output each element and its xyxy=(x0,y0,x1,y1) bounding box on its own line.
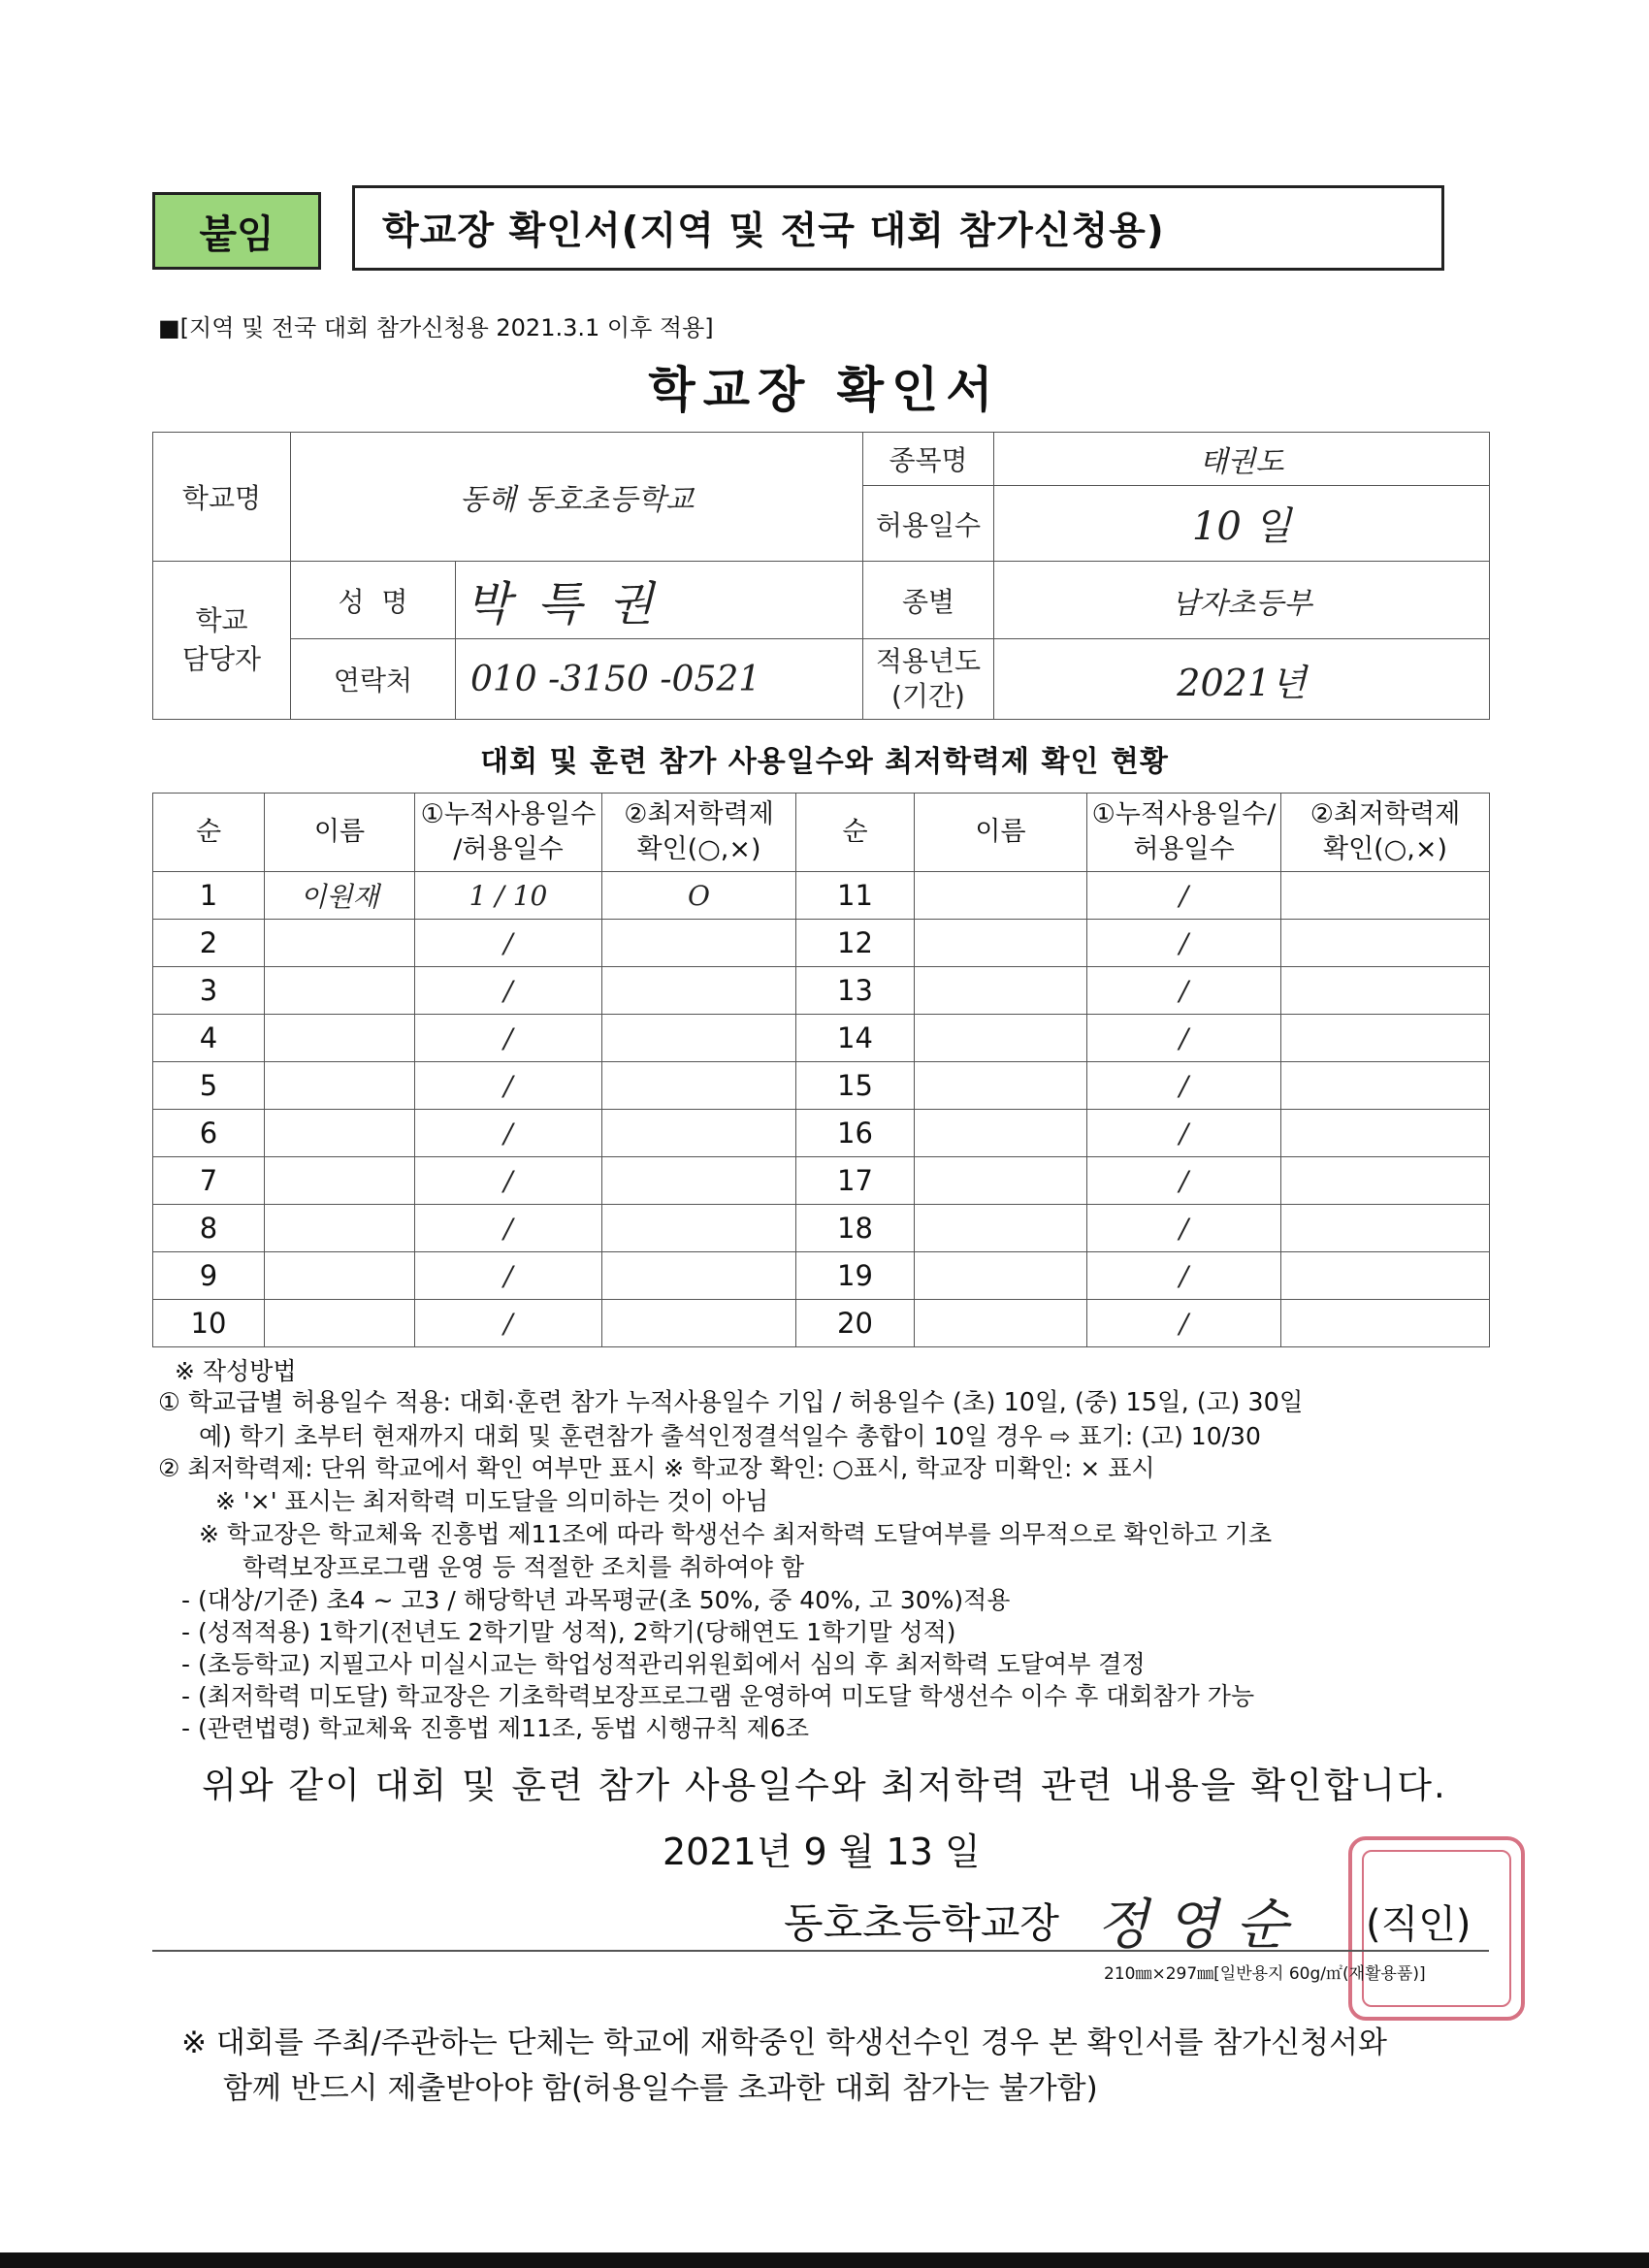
table-row xyxy=(153,1062,1490,1110)
athlete-name xyxy=(265,1205,415,1252)
method-line: 학력보장프로그램 운영 등 적절한 조치를 취하여야 함 xyxy=(242,1553,804,1581)
row-number: 14 xyxy=(796,1015,915,1062)
row-number: 8 xyxy=(153,1205,265,1252)
table-row xyxy=(153,1300,1490,1347)
row-number: 4 xyxy=(153,1015,265,1062)
used-allowed-days: / xyxy=(1087,1252,1281,1300)
table-row xyxy=(153,1252,1490,1300)
min-academic-check xyxy=(1281,1110,1490,1157)
school-name-label: 학교명 xyxy=(153,433,291,562)
used-allowed-days: / xyxy=(1087,1205,1281,1252)
athlete-name xyxy=(915,872,1087,920)
table-row xyxy=(153,1157,1490,1205)
col-header-no: 순 xyxy=(153,794,265,872)
athlete-name xyxy=(265,1252,415,1300)
sport-label: 종목명 xyxy=(863,433,994,486)
used-allowed-days: / xyxy=(1087,967,1281,1015)
athlete-name xyxy=(265,1062,415,1110)
table-row xyxy=(153,1110,1490,1157)
method-line: - (최저학력 미도달) 학교장은 기초학력보장프로그램 운영하여 미도달 학생선수 이수 후 대회참가 가능 xyxy=(181,1682,1255,1710)
min-academic-check xyxy=(602,1300,796,1347)
col-header-days: ①누적사용일수 /허용일수 xyxy=(415,794,602,872)
row-number: 16 xyxy=(796,1110,915,1157)
row-number: 11 xyxy=(796,872,915,920)
year-label: 적용년도 (기간) xyxy=(863,639,994,720)
name-label: 성 명 xyxy=(291,562,456,639)
athlete-name xyxy=(915,1110,1087,1157)
athlete-name xyxy=(915,1300,1087,1347)
used-allowed-days: / xyxy=(1087,920,1281,967)
athlete-name xyxy=(265,1157,415,1205)
row-number: 1 xyxy=(153,872,265,920)
method-title: ※ 작성방법 xyxy=(175,1357,297,1385)
sport-value: 태권도 xyxy=(994,433,1490,486)
row-number: 2 xyxy=(153,920,265,967)
min-academic-check xyxy=(602,1110,796,1157)
confirmation-statement: 위와 같이 대회 및 훈련 참가 사용일수와 최저학력 관련 내용을 확인합니다. xyxy=(202,1765,1447,1806)
used-allowed-days: / xyxy=(1087,1157,1281,1205)
min-academic-check xyxy=(602,1205,796,1252)
used-allowed-days: / xyxy=(415,1062,602,1110)
scan-edge xyxy=(0,2252,1649,2268)
used-allowed-days: / xyxy=(415,920,602,967)
min-academic-check xyxy=(1281,967,1490,1015)
used-allowed-days: / xyxy=(415,1157,602,1205)
athlete-name xyxy=(265,1110,415,1157)
row-number: 3 xyxy=(153,967,265,1015)
row-number: 5 xyxy=(153,1062,265,1110)
col-header-name: 이름 xyxy=(915,794,1087,872)
used-allowed-days: / xyxy=(415,967,602,1015)
used-allowed-days: / xyxy=(415,1015,602,1062)
min-academic-check xyxy=(1281,1300,1490,1347)
principal-title: 동호초등학교장 xyxy=(784,1899,1060,1947)
used-allowed-days: / xyxy=(415,1252,602,1300)
contact-person-label: 학교 담당자 xyxy=(153,562,291,720)
document-title: 학교장 확인서(지역 및 전국 대회 참가신청용) xyxy=(352,185,1444,271)
min-academic-check xyxy=(1281,1015,1490,1062)
used-allowed-days: / xyxy=(1087,1300,1281,1347)
row-number: 15 xyxy=(796,1062,915,1110)
school-info-table xyxy=(152,432,1490,720)
athlete-name xyxy=(265,920,415,967)
used-allowed-days: / xyxy=(1087,1062,1281,1110)
table-row xyxy=(153,1015,1490,1062)
athlete-name xyxy=(915,1205,1087,1252)
paper-spec: 210㎜×297㎜[일반용지 60g/㎡(재활용품)] xyxy=(1104,1964,1426,1984)
row-number: 13 xyxy=(796,967,915,1015)
phone-label: 연락처 xyxy=(291,639,456,720)
method-line: - (성적적용) 1학기(전년도 2학기말 성적), 2학기(당해연도 1학기말 성적) xyxy=(181,1618,956,1646)
row-number: 9 xyxy=(153,1252,265,1300)
row-number: 19 xyxy=(796,1252,915,1300)
min-academic-check xyxy=(1281,872,1490,920)
method-line: - (관련법령) 학교체육 진흥법 제11조, 동법 시행규칙 제6조 xyxy=(181,1714,809,1742)
allowed-days-label: 허용일수 xyxy=(863,486,994,562)
athlete-name xyxy=(265,1015,415,1062)
divider xyxy=(152,1950,1489,1952)
used-allowed-days: / xyxy=(415,1205,602,1252)
athlete-name xyxy=(915,1157,1087,1205)
min-academic-check: O xyxy=(602,872,796,920)
method-line: 예) 학기 초부터 현재까지 대회 및 훈련참가 출석인정결석일수 총합이 10일 경우 ⇨ 표기: (고) 10/30 xyxy=(199,1422,1261,1450)
row-number: 20 xyxy=(796,1300,915,1347)
signature-date: 2021년 9 월 13 일 xyxy=(663,1831,981,1873)
athlete-name xyxy=(915,1062,1087,1110)
seal-label: (직인) xyxy=(1366,1902,1471,1947)
category-label: 종별 xyxy=(863,562,994,639)
table-row xyxy=(153,920,1490,967)
attachment-badge: 붙임 xyxy=(152,192,321,270)
used-allowed-days: 1 / 10 xyxy=(415,872,602,920)
min-academic-check xyxy=(602,920,796,967)
athlete-name: 이원재 xyxy=(265,872,415,920)
row-number: 12 xyxy=(796,920,915,967)
school-name-value: 동해 동호초등학교 xyxy=(291,433,863,562)
min-academic-check xyxy=(1281,1252,1490,1300)
row-number: 6 xyxy=(153,1110,265,1157)
col-header-days: ①누적사용일수/ 허용일수 xyxy=(1087,794,1281,872)
allowed-days-value: 10 일 xyxy=(994,486,1490,562)
athlete-name xyxy=(915,967,1087,1015)
category-value: 남자초등부 xyxy=(994,562,1490,639)
phone-value: 010 -3150 -0521 xyxy=(456,639,863,720)
col-header-name: 이름 xyxy=(265,794,415,872)
method-line xyxy=(158,1388,1304,1418)
year-value: 2021년 xyxy=(994,639,1490,720)
method-line: ② 최저학력제: 단위 학교에서 확인 여부만 표시 ※ 학교장 확인: ○표시, 학교장 미확인: × 표시 xyxy=(158,1454,1155,1482)
applicability-notice: ■[지역 및 전국 대회 참가신청용 2021.3.1 이후 적용] xyxy=(158,314,714,341)
used-allowed-days: / xyxy=(1087,1015,1281,1062)
row-number: 18 xyxy=(796,1205,915,1252)
col-header-check: ②최저학력제 확인(○,×) xyxy=(1281,794,1490,872)
name-value: 박 특 권 xyxy=(456,562,863,639)
page-title: 학교장 확인서 xyxy=(648,362,1001,418)
usage-section-title: 대회 및 훈련 참가 사용일수와 최저학력제 확인 현황 xyxy=(480,745,1169,779)
method-line: ※ '×' 표시는 최저학력 미도달을 의미하는 것이 아님 xyxy=(215,1487,769,1515)
min-academic-check xyxy=(1281,1205,1490,1252)
method-line-1: ① 학교급별 허용일수 적용: 대회·훈련 참가 누적사용일수 기입 / 허용일수 (초) 10일, (중) 15일, (고) 30일 xyxy=(158,1388,1304,1417)
table-row xyxy=(153,872,1490,920)
col-header-no: 순 xyxy=(796,794,915,872)
used-allowed-days: / xyxy=(1087,1110,1281,1157)
min-academic-check xyxy=(602,1252,796,1300)
table-row xyxy=(153,1205,1490,1252)
footnote: 함께 반드시 제출받아야 함(허용일수를 초과한 대회 참가는 불가함) xyxy=(223,2071,1098,2106)
method-line: - (대상/기준) 초4 ~ 고3 / 해당학년 과목평균(초 50%, 중 40%, 고 30%)적용 xyxy=(181,1586,1011,1614)
min-academic-check xyxy=(1281,1062,1490,1110)
min-academic-check xyxy=(602,1062,796,1110)
row-number: 7 xyxy=(153,1157,265,1205)
min-academic-check xyxy=(602,967,796,1015)
col-header-check: ②최저학력제 확인(○,×) xyxy=(602,794,796,872)
athlete-name xyxy=(915,1252,1087,1300)
method-line: ※ 학교장은 학교체육 진흥법 제11조에 따라 학생선수 최저학력 도달여부를 의무적으로 확인하고 기초 xyxy=(199,1520,1273,1548)
min-academic-check xyxy=(1281,1157,1490,1205)
usage-table xyxy=(152,793,1490,1347)
method-line: - (초등학교) 지필고사 미실시교는 학업성적관리위원회에서 심의 후 최저학력 도달여부 결정 xyxy=(181,1650,1146,1678)
table-row xyxy=(153,967,1490,1015)
athlete-name xyxy=(915,1015,1087,1062)
principal-signature: 정 영 순 xyxy=(1096,1894,1288,1957)
athlete-name xyxy=(915,920,1087,967)
row-number: 10 xyxy=(153,1300,265,1347)
footnote: ※ 대회를 주최/주관하는 단체는 학교에 재학중인 학생선수인 경우 본 확인서를 참가신청서와 xyxy=(181,2025,1387,2060)
min-academic-check xyxy=(1281,920,1490,967)
used-allowed-days: / xyxy=(415,1110,602,1157)
athlete-name xyxy=(265,1300,415,1347)
athlete-name xyxy=(265,967,415,1015)
min-academic-check xyxy=(602,1015,796,1062)
row-number: 17 xyxy=(796,1157,915,1205)
min-academic-check xyxy=(602,1157,796,1205)
used-allowed-days: / xyxy=(415,1300,602,1347)
used-allowed-days: / xyxy=(1087,872,1281,920)
